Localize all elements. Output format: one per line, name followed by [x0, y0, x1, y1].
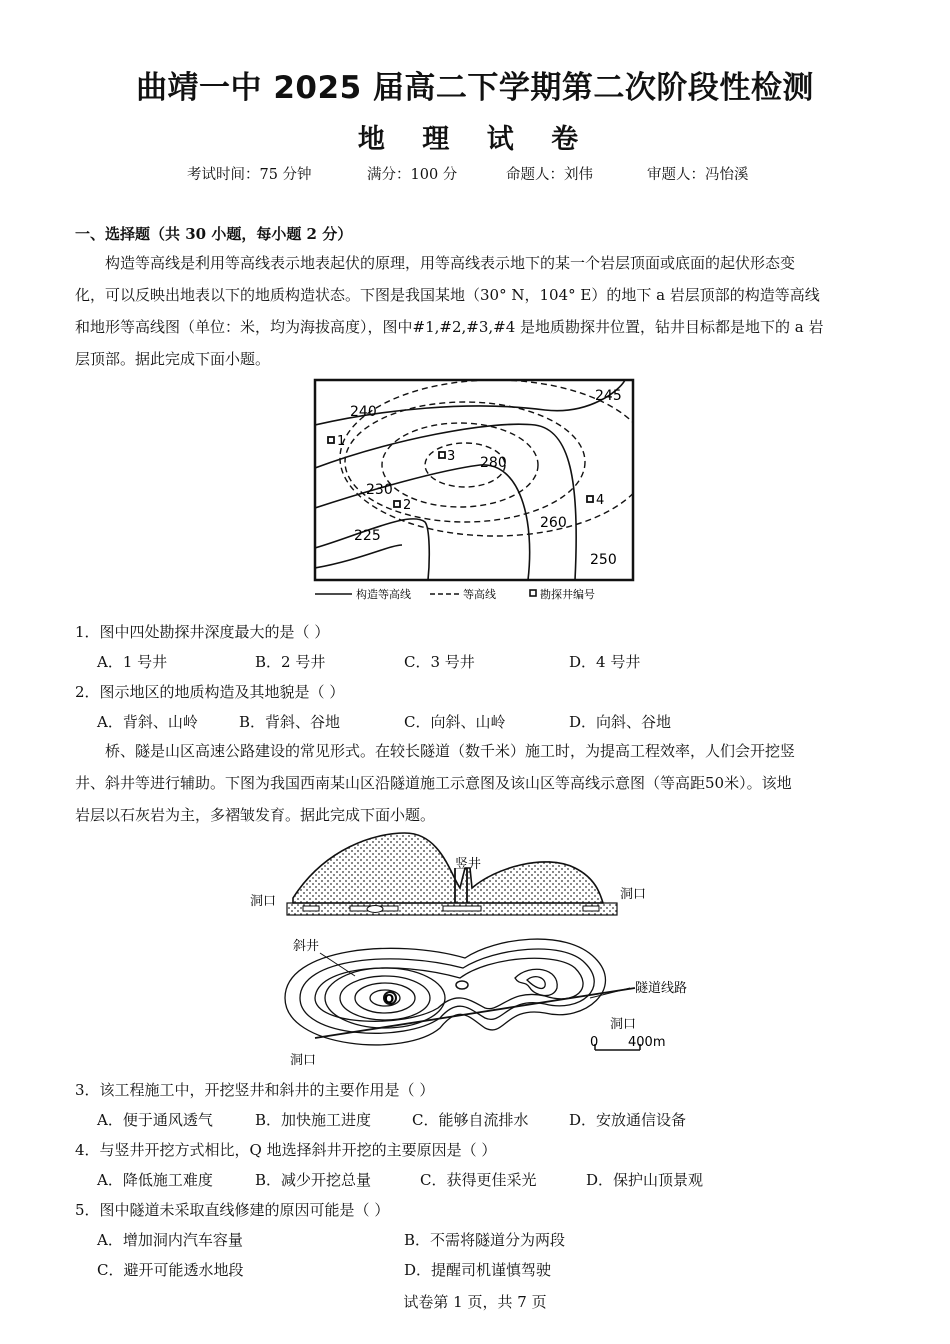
q2-option-c[interactable]: C．向斜、山岭: [404, 713, 506, 731]
q1-option-a[interactable]: A．1 号井: [97, 653, 168, 671]
exam-time: 考试时间：75 分钟: [187, 167, 312, 183]
passage-line: 桥、隧是山区高速公路建设的常见形式。在较长隧道（数千米）施工时，为提高工程效率，人们会开挖竖: [105, 742, 796, 760]
passage-1: [75, 247, 880, 375]
question-3-stem: 3．该工程施工中，开挖竖井和斜井的主要作用是（ ）: [75, 1081, 435, 1099]
section-title: 一、选择题（共 30 小题，每小题 2 分）: [75, 225, 353, 243]
contour-label: 245: [595, 388, 622, 404]
portal-label: 洞口: [250, 894, 277, 909]
scale-zero: 0: [590, 1035, 599, 1050]
incline-label: 斜井: [293, 939, 320, 954]
legend-structural: 构造等高线: [356, 588, 411, 601]
contour-label: 225: [354, 528, 381, 544]
passage-line: 化，可以反映出地表以下的地质构造状态。下图是我国某地（30° N，104° E）的地下 a 岩层顶部的构造等高线: [75, 286, 820, 304]
q3-option-d[interactable]: D．安放通信设备: [569, 1111, 687, 1129]
portal-label: 洞口: [290, 1053, 317, 1068]
contour-label: 240: [350, 404, 377, 420]
question-5-stem: 5．图中隧道未采取直线修建的原因可能是（ ）: [75, 1201, 390, 1219]
contour-label: 260: [540, 515, 567, 531]
contour-label: 280: [480, 455, 507, 471]
author: 命题人：刘伟: [506, 167, 593, 183]
tunnel-diagram: [245, 828, 715, 1070]
page-footer: 试卷第 1 页，共 7 页: [403, 1293, 547, 1311]
q3-option-a[interactable]: A．便于通风透气: [97, 1111, 213, 1129]
well-label: 2: [403, 498, 412, 513]
well-label: 4: [596, 493, 605, 508]
full-score: 满分：100 分: [367, 167, 458, 183]
q5-option-c[interactable]: C．避开可能透水地段: [97, 1261, 244, 1279]
q5-option-a[interactable]: A．增加洞内汽车容量: [97, 1231, 243, 1249]
q-label: Q: [384, 992, 395, 1006]
q2-option-a[interactable]: A．背斜、山岭: [97, 713, 198, 731]
q4-option-b[interactable]: B．减少开挖总量: [255, 1171, 372, 1189]
passage-line: 层顶部。据此完成下面小题。: [75, 350, 271, 368]
legend-well: 勘探井编号: [540, 588, 595, 601]
q1-option-b[interactable]: B．2 号井: [255, 653, 326, 671]
well-label: 1: [337, 434, 346, 449]
q5-option-b[interactable]: B．不需将隧道分为两段: [404, 1231, 566, 1249]
q2-option-d[interactable]: D．向斜、谷地: [569, 713, 672, 731]
contour-label: 250: [590, 552, 617, 568]
q3-option-c[interactable]: C．能够自流排水: [412, 1111, 529, 1129]
exam-subtitle: 地 理 试 卷: [357, 124, 593, 155]
passage-line: 和地形等高线图（单位：米，均为海拔高度），图中#1,#2,#3,#4 是地质勘探井位置，钻井目标都是地下的 a 岩: [75, 318, 824, 336]
shaft-label: 竖井: [455, 857, 482, 872]
route-label: 隧道线路: [635, 981, 688, 996]
mountain-contours: [285, 939, 605, 1045]
reviewer: 审题人：冯怡溪: [647, 167, 749, 183]
passage-2: [75, 735, 880, 831]
question-4-stem: 4．与竖井开挖方式相比，Q 地选择斜井开挖的主要原因是（ ）: [75, 1141, 497, 1159]
q4-option-c[interactable]: C．获得更佳采光: [420, 1171, 537, 1189]
passage-line: 构造等高线是利用等高线表示地表起伏的原理，用等高线表示地下的某一个岩层顶面或底面的起伏形态变: [105, 254, 796, 272]
exam-title: 曲靖一中 2025 届高二下学期第二次阶段性检测: [136, 70, 814, 106]
passage-line: 岩层以石灰岩为主，多褶皱发育。据此完成下面小题。: [75, 806, 436, 824]
portal-label: 洞口: [610, 1017, 637, 1032]
q3-option-b[interactable]: B．加快施工进度: [255, 1111, 372, 1129]
q1-option-c[interactable]: C．3 号井: [404, 653, 475, 671]
q1-option-d[interactable]: D．4 号井: [569, 653, 641, 671]
passage-line: 井、斜井等进行辅助。下图为我国西南某山区沿隧道施工示意图及该山区等高线示意图（等高距50米）。该地: [75, 774, 792, 792]
tunnel-route: [315, 988, 635, 1038]
scale-400: 400m: [628, 1035, 666, 1050]
well-label: 3: [447, 449, 456, 464]
q5-option-d[interactable]: D．提醒司机谨慎驾驶: [404, 1261, 552, 1279]
q2-option-b[interactable]: B．背斜、谷地: [239, 713, 341, 731]
question-1-stem: 1．图中四处勘探井深度最大的是（ ）: [75, 623, 330, 641]
legend-contour: 等高线: [463, 588, 496, 601]
structural-contour-map: [290, 370, 650, 606]
q4-option-d[interactable]: D．保护山顶景观: [586, 1171, 704, 1189]
question-2-stem: 2．图示地区的地质构造及其地貌是（ ）: [75, 683, 345, 701]
q4-option-a[interactable]: A．降低施工难度: [97, 1171, 213, 1189]
map-legend: [315, 587, 595, 601]
portal-label: 洞口: [620, 887, 647, 902]
contour-label: 230: [366, 482, 393, 498]
mountain-section: [293, 833, 603, 903]
